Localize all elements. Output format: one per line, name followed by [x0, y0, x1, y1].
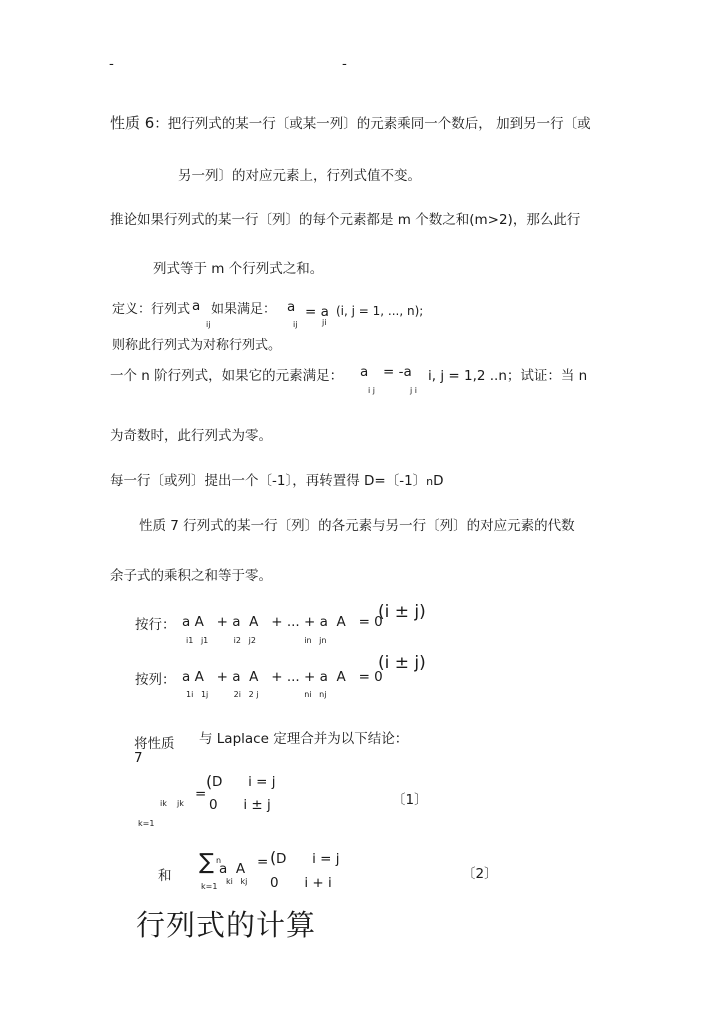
row-formula-label: 按行： [135, 617, 176, 633]
col-formula-subs: 1i 1j 2i 2 j ni nj [186, 690, 327, 699]
formula1-case-top: D i = j [212, 774, 276, 790]
formula2-eq: = [257, 854, 269, 870]
formula2-brace: ( [270, 848, 277, 867]
header-dash-left: - [109, 56, 114, 72]
formula2-k: k=1 [201, 882, 218, 891]
col-formula-cond: (i ± j) [378, 653, 426, 673]
corollary-line1: 推论如果行列式的某一行〔列〕的每个元素都是 m 个数之和(m>2)，那么此行 [110, 212, 581, 228]
antisym-sub-ij: i j [368, 386, 375, 395]
antisym-cond: i, j = 1,2 ..n；试证：当 n [428, 368, 588, 384]
formula2-and: 和 [158, 868, 172, 884]
property6-text: ：把行列式的某一行〔或某一列〕的元素乘同一个数后， 加到另一行〔或 [154, 116, 591, 132]
definition-range: (i, j = 1, ..., n); [336, 304, 424, 318]
row-formula-subs: i1 j1 i2 j2 in jn [186, 636, 327, 645]
corollary-line2: 列式等于 m 个行列式之和。 [153, 261, 324, 277]
property7-line2: 余子式的乘积之和等于零。 [110, 568, 272, 584]
row-formula-cond-text: i ± j [384, 602, 420, 622]
combine-label-a: 将性质 [134, 736, 175, 752]
combine-text: 与 Laplace 定理合并为以下结论： [199, 731, 409, 747]
definition-a-ij: a [287, 299, 296, 315]
antisym-a: a [360, 364, 369, 380]
antisym-eq: = -a [383, 364, 412, 380]
formula1-tag: 〔1〕 [392, 792, 428, 808]
formula2-subs: ki kj [226, 877, 248, 886]
property6-line2: 另一列〕的对应元素上，行列式值不变。 [178, 168, 421, 184]
formula2-case-top: D i = j [276, 851, 340, 867]
property6-line1 [110, 112, 591, 133]
antisym-text: 一个 n 阶行列式，如果它的元素满足： [110, 368, 344, 384]
definition-prefix: 定义：行列式 [112, 302, 191, 317]
formula1-k: k=1 [138, 819, 155, 828]
formula1-case-bot: 0 i ± j [209, 797, 271, 813]
combine-label-b: 7 [134, 750, 143, 766]
formula2-n: n [216, 856, 222, 865]
antisym-sub-ji: j i [410, 386, 417, 395]
formula1-eq: = [195, 786, 207, 802]
property6-label: 性质 6 [110, 114, 155, 132]
formula2-aA: a A [219, 861, 246, 877]
formula1-subs: ik jk [160, 799, 184, 808]
formula2-tag: 〔2〕 [462, 866, 498, 882]
formula2-case-bot: 0 i + i [270, 875, 332, 891]
row-formula-expr: a A + a A + ... + a A = 0 [182, 614, 383, 630]
definition-eq: = a [305, 304, 329, 320]
property7-line1: 性质 7 行列式的某一行〔列〕的各元素与另一行〔列〕的对应元素的代数 [139, 518, 575, 534]
proof-line [110, 469, 444, 489]
definition-sub-ij2: ij [293, 320, 298, 329]
col-formula-label: 按列： [135, 672, 176, 688]
antisym-line2: 为奇数时，此行列式为零。 [110, 428, 272, 444]
definition-sub-ij: ij [206, 320, 211, 329]
section-title: 行列式的计算 [136, 908, 317, 942]
formula2-sigma: ∑ [199, 850, 214, 875]
proof-tail: D [433, 473, 444, 489]
definition-sub-ji: ji [322, 318, 327, 327]
definition-a: a [192, 298, 201, 314]
header-dash-right: - [342, 56, 347, 72]
row-formula-cond: (i ± j) [378, 602, 426, 622]
formula1-brace: ( [206, 772, 213, 791]
proof-text: 每一行〔或列〕提出一个〔-1〕，再转置得 D=〔-1〕 [110, 473, 427, 489]
col-formula-cond-text: i ± j [384, 653, 420, 673]
definition-cond: 如果满足： [211, 302, 277, 317]
definition-line2: 则称此行列式为对称行列式。 [112, 338, 282, 353]
proof-exp: n [426, 475, 434, 488]
col-formula-expr: a A + a A + ... + a A = 0 [182, 669, 383, 685]
